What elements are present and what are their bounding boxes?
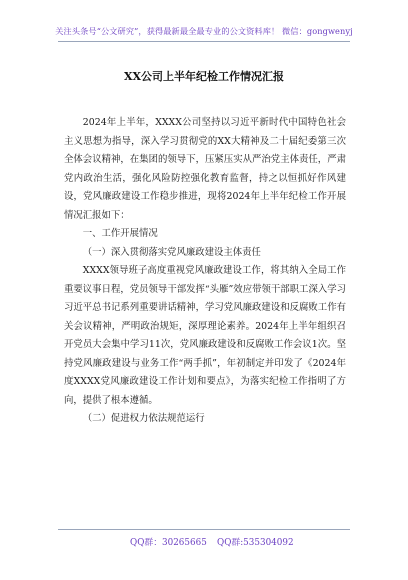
footer-divider <box>58 529 350 530</box>
subsection-2-heading: （二）促进权力依法规范运行 <box>82 413 205 424</box>
footer-qq-group-1: QQ群：30265665 <box>130 538 207 548</box>
subsection-1-body: XXXX领导班子高度重视党风廉政建设工作，将其纳入全局工作重要议事日程，党员领导干部发挥“头雁”效应带领干部职工深入学习习近平总书记系列重要讲话精神，学习党风廉政建设和反腐败工作有关会议精神，严明政治规矩，深厚理论素养。2024年上半年组织召开党员大会集中学习11次，党风廉政建设和反腐败工作会议1次。坚持党风廉政建设与业务工作“两手抓”，年初制定并印发了《2024年度XXXX党风廉政建设工作计划和要点》，为落实纪检工作指明了方向，提供了根本遵循。 <box>64 265 346 406</box>
document-title: XX公司上半年纪检工作情况汇报 <box>123 70 285 83</box>
subsection-1-heading: （一）深入贯彻落实党风廉政建设主体责任 <box>82 246 261 258</box>
intro-paragraph: 2024年上半年，XXXX公司坚持以习近平新时代中国特色社会主义思想为指导，深入学习贯彻党的XX大精神及二十届纪委第三次全体会议精神，在集团的领导下，压紧压实从严治党主体责任，严肃党内政治生活，强化风险防控强化教育监督，持之以恒抓好作风建设，党风廉政建设工作稳步推进，现将2024年上半年纪检工作开展情况汇报如下： <box>64 117 346 221</box>
document-body <box>64 114 346 429</box>
footer-qq-group-2: QQ群:535304092 <box>217 538 294 548</box>
section-1-heading: 一、工作开展情况 <box>82 228 158 239</box>
header-divider <box>58 41 350 42</box>
header-banner: 关注头条号“公文研究”，获得最新最全最专业的公文资料库！ 微信：gongwenyj <box>55 26 353 36</box>
